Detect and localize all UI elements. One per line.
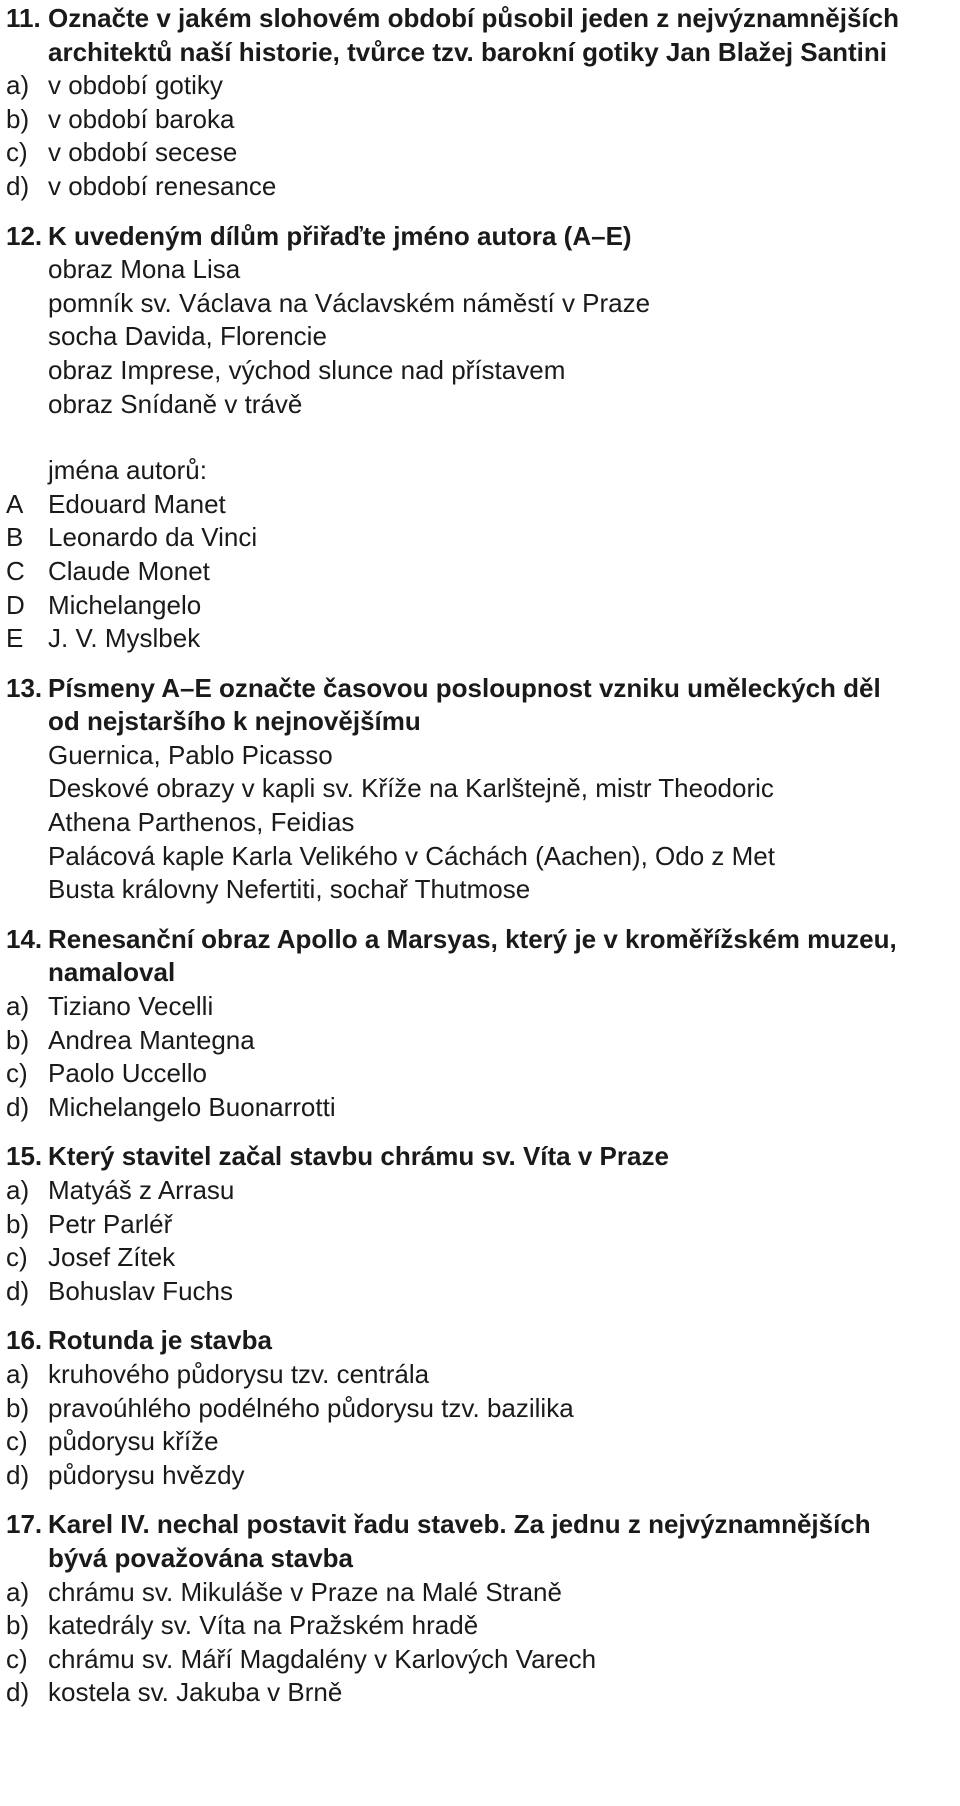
question-prompt-continued: namaloval — [48, 957, 176, 988]
question-prompt-continued: bývá považována stavba — [48, 1542, 353, 1573]
work-item: Deskové obrazy v kapli sv. Kříže na Karlštejně, mistr Theodoric — [48, 773, 774, 804]
question-11 — [6, 0, 960, 204]
question-13 — [6, 672, 960, 907]
answer-option-d: d) kostela sv. Jakuba v Brně — [6, 1677, 343, 1708]
question-prompt-continued: od nejstaršího k nejnovějšímu — [48, 706, 421, 737]
work-item: obraz Snídaně v trávě — [48, 388, 303, 419]
work-item: Busta královny Nefertiti, sochař Thutmose — [48, 874, 531, 905]
answer-option-c: c) chrámu sv. Máří Magdalény v Karlových Varech — [6, 1643, 597, 1674]
question-prompt: 14. Renesanční obraz Apollo a Marsyas, který je v kroměřížském muzeu, — [6, 923, 960, 957]
question-number: 15. — [6, 1141, 43, 1172]
author-item: E J. V. Myslbek — [6, 623, 201, 654]
author-item: C Claude Monet — [6, 555, 210, 586]
question-14 — [6, 923, 960, 1125]
work-item: pomník sv. Václava na Václavském náměstí v Praze — [48, 287, 651, 318]
question-number: 16. — [6, 1325, 43, 1356]
question-number: 11. — [6, 3, 41, 33]
answer-option-c: c) půdorysu kříže — [6, 1426, 219, 1457]
answer-option-c: c) Paolo Uccello — [6, 1058, 207, 1089]
answer-option-b: b) v období baroka — [6, 103, 235, 134]
answer-option-a: a) Tiziano Vecelli — [6, 991, 214, 1022]
question-15 — [6, 1140, 960, 1308]
work-item: Guernica, Pablo Picasso — [48, 739, 333, 770]
question-number: 12. — [6, 220, 43, 251]
answer-option-c: c) Josef Zítek — [6, 1242, 176, 1273]
question-prompt: 12. K uvedeným dílům přiřaďte jméno autora (A–E) — [6, 220, 960, 254]
question-prompt: 13. Písmeny A–E označte časovou posloupnost vzniku uměleckých děl — [6, 672, 960, 706]
author-item: A Edouard Manet — [6, 488, 226, 519]
answer-option-b: b) Petr Parléř — [6, 1208, 173, 1239]
answer-option-a: a) chrámu sv. Mikuláše v Praze na Malé Straně — [6, 1576, 562, 1607]
question-prompt: 11. Označte v jakém slohovém období působil jeden z nejvýznamnějších — [6, 2, 960, 36]
question-prompt-continued: architektů naší historie, tvůrce tzv. barokní gotiky Jan Blažej Santini — [48, 36, 887, 67]
question-prompt: 17. Karel IV. nechal postavit řadu staveb. Za jednu z nejvýznamnějších — [6, 1508, 960, 1542]
answer-option-d: d) půdorysu hvězdy — [6, 1459, 245, 1490]
answer-option-d: d) Bohuslav Fuchs — [6, 1275, 233, 1306]
work-item: obraz Imprese, východ slunce nad přístavem — [48, 354, 566, 385]
work-item: Palácová kaple Karla Velikého v Cáchách (Aachen), Odo z Met — [48, 840, 775, 871]
answer-option-a: a) Matyáš z Arrasu — [6, 1175, 235, 1205]
question-16 — [6, 1324, 960, 1492]
question-number: 17. — [6, 1509, 43, 1540]
answer-option-d: d) Michelangelo Buonarrotti — [6, 1091, 336, 1122]
answer-option-d: d) v období renesance — [6, 170, 277, 201]
answer-option-b: b) katedrály sv. Víta na Pražském hradě — [6, 1610, 479, 1641]
answer-option-a: a) kruhového půdorysu tzv. centrála — [6, 1358, 430, 1389]
answer-option-b: b) pravoúhlého podélného půdorysu tzv. bazilika — [6, 1392, 574, 1423]
answer-option-c: c) v období secese — [6, 137, 238, 168]
question-17 — [6, 1508, 960, 1710]
work-item: Athena Parthenos, Feidias — [48, 807, 355, 838]
question-prompt: 16. Rotunda je stavba — [6, 1324, 960, 1358]
author-item: D Michelangelo — [6, 589, 202, 620]
question-number: 14. — [6, 923, 43, 954]
work-item: socha Davida, Florencie — [48, 321, 327, 352]
author-item: B Leonardo da Vinci — [6, 522, 258, 553]
answer-option-b: b) Andrea Mantegna — [6, 1024, 255, 1055]
authors-heading: jména autorů: — [48, 455, 207, 486]
question-12 — [6, 220, 960, 656]
question-prompt: 15. Který stavitel začal stavbu chrámu sv. Víta v Praze — [6, 1140, 960, 1174]
question-number: 13. — [6, 672, 43, 703]
answer-option-a: a) v období gotiky — [6, 70, 223, 101]
work-item: obraz Mona Lisa — [48, 254, 241, 285]
